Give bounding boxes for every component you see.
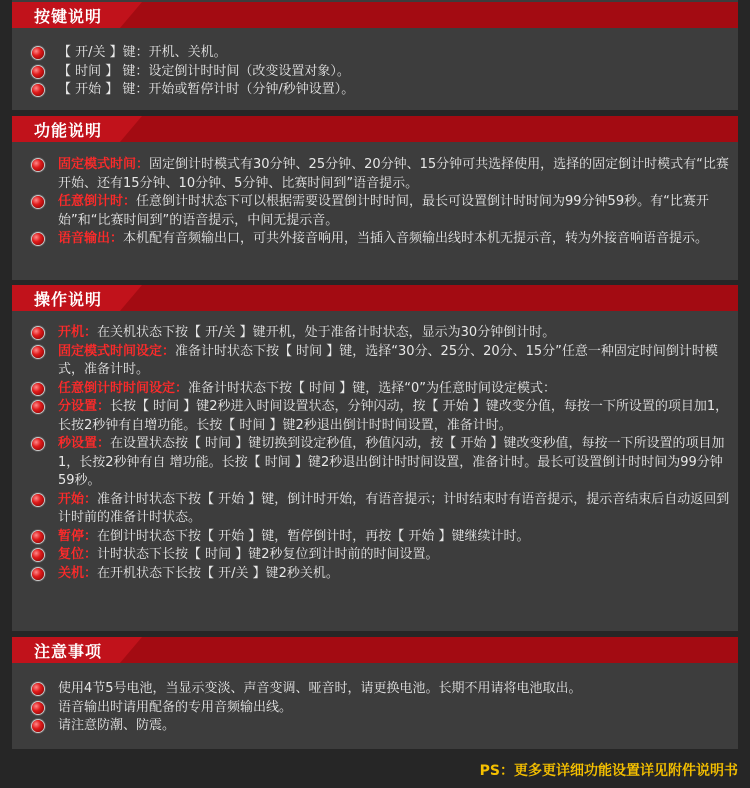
keys-list bbox=[32, 44, 732, 100]
list-item: 任意倒计时时间设定：准备计时状态下按【 时间 】键，选择“0”为任意时间设定模式： bbox=[32, 380, 732, 399]
list-item: 开始：准备计时状态下按【 开始 】键，倒计时开始，有语音提示；计时结束时有语音提示，提示音结束后自动返回到计时前的准备计时状态。 bbox=[32, 491, 732, 528]
list-item: 关机：在开机状态下长按【 开/关 】键2秒关机。 bbox=[32, 565, 732, 584]
operations-list bbox=[32, 324, 732, 583]
bullet-icon bbox=[32, 383, 44, 395]
list-item: 秒设置：在设置状态按【 时间 】键切换到设定秒值，秒值闪动，按【 开始 】键改变秒值，每按一下所设置的项目加1，长按2秒钟有自 增功能。长按【 时间 】键2秒退出倒计时时间设置，准备计时。最长可设置倒计时时间为99分钟59秒。 bbox=[32, 435, 732, 491]
bullet-icon bbox=[32, 438, 44, 450]
bullet-icon bbox=[32, 683, 44, 695]
section-header-operations bbox=[12, 285, 738, 311]
bullet-icon bbox=[32, 720, 44, 732]
section-header-notes bbox=[12, 637, 738, 663]
bullet-icon bbox=[32, 327, 44, 339]
bullet-icon bbox=[32, 702, 44, 714]
section-title: 功能说明 bbox=[34, 120, 103, 140]
list-item: 【 开/关 】键：开机、关机。 bbox=[32, 44, 732, 63]
list-item: 固定模式时间：固定倒计时模式有30分钟、25分钟、20分钟、15分钟可共选择使用，选择的固定倒计时模式有“比赛开始、还有15分钟、10分钟、5分钟、比赛时间到”语音提示。 bbox=[32, 156, 732, 193]
bullet-icon bbox=[32, 401, 44, 413]
list-item: 【 时间 】 键：设定倒计时时间（改变设置对象）。 bbox=[32, 63, 732, 82]
features-list bbox=[32, 156, 732, 249]
list-item: 【 开始 】 键：开始或暂停计时（分钟/秒钟设置）。 bbox=[32, 81, 732, 100]
bullet-icon bbox=[32, 233, 44, 245]
bullet-icon bbox=[32, 159, 44, 171]
bullet-icon bbox=[32, 494, 44, 506]
section-title: 操作说明 bbox=[34, 289, 103, 309]
bullet-icon bbox=[32, 66, 44, 78]
list-item: 开机：在关机状态下按【 开/关 】键开机，处于准备计时状态，显示为30分钟倒计时。 bbox=[32, 324, 732, 343]
notes-list bbox=[32, 680, 732, 736]
list-item: 请注意防潮、防震。 bbox=[32, 717, 732, 736]
list-item: 暂停：在倒计时状态下按【 开始 】键，暂停倒计时，再按【 开始 】键继续计时。 bbox=[32, 528, 732, 547]
list-item: 固定模式时间设定：准备计时状态下按【 时间 】键，选择“30分、25分、20分、15分”任意一种固定时间倒计时模式，准备计时。 bbox=[32, 343, 732, 380]
bullet-icon bbox=[32, 531, 44, 543]
list-item: 复位：计时状态下长按【 时间 】键2秒复位到计时前的时间设置。 bbox=[32, 546, 732, 565]
bullet-icon bbox=[32, 196, 44, 208]
list-item: 语音输出：本机配有音频输出口，可共外接音响用，当插入音频输出线时本机无提示音，转为外接音响语音提示。 bbox=[32, 230, 732, 249]
section-title: 注意事项 bbox=[34, 641, 103, 661]
ps-note: PS：更多更详细功能设置详见附件说明书 bbox=[479, 763, 738, 779]
list-item: 任意倒计时：任意倒计时状态下可以根据需要设置倒计时时间，最长可设置倒计时时间为99分钟59秒。有“比赛开始”和“比赛时间到”的语音提示，中间无提示音。 bbox=[32, 193, 732, 230]
list-item: 语音输出时请用配备的专用音频输出线。 bbox=[32, 699, 732, 718]
bullet-icon bbox=[32, 84, 44, 96]
bullet-icon bbox=[32, 47, 44, 59]
bullet-icon bbox=[32, 549, 44, 561]
list-item: 分设置：长按【 时间 】键2秒进入时间设置状态，分钟闪动，按【 开始 】键改变分值，每按一下所设置的项目加1，长按2秒钟有自增功能。长按【 时间 】键2秒退出倒计时时间设置，准备计时。 bbox=[32, 398, 732, 435]
list-item: 使用4节5号电池，当显示变淡、声音变调、哑音时，请更换电池。长期不用请将电池取出。 bbox=[32, 680, 732, 699]
bullet-icon bbox=[32, 568, 44, 580]
bullet-icon bbox=[32, 346, 44, 358]
section-title: 按键说明 bbox=[34, 6, 103, 26]
section-header-features bbox=[12, 116, 738, 142]
section-header-keys bbox=[12, 2, 738, 28]
